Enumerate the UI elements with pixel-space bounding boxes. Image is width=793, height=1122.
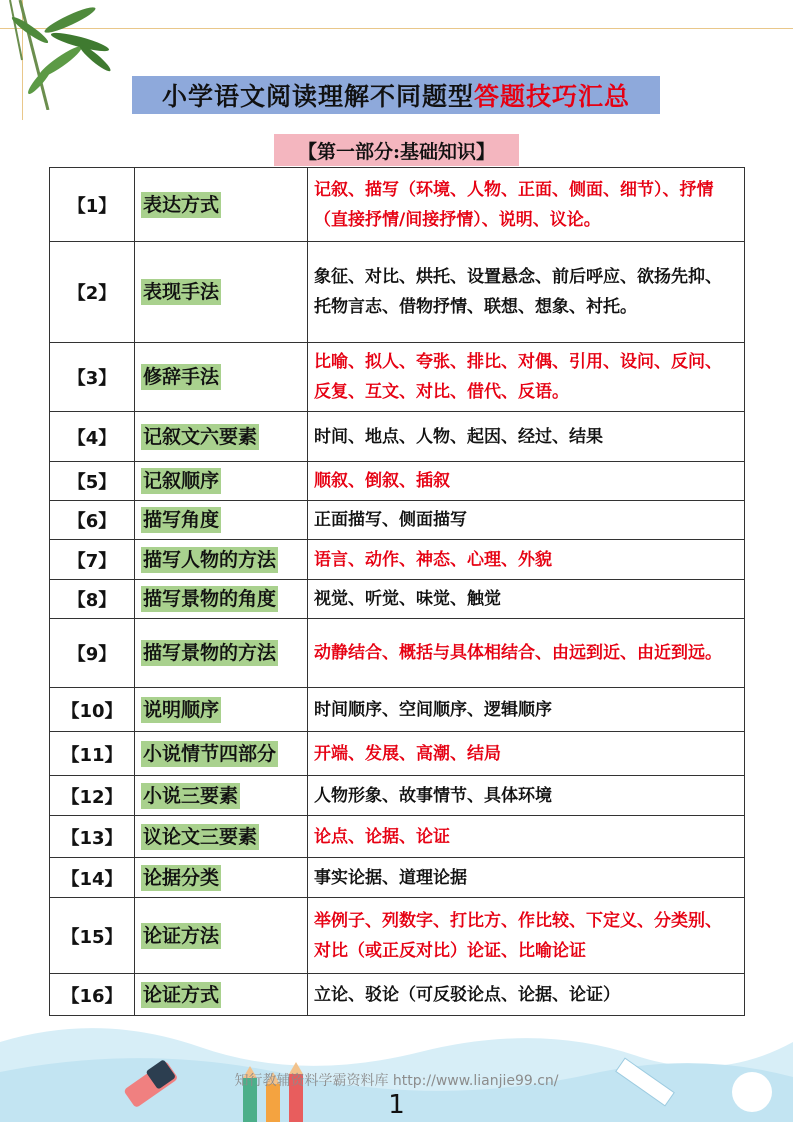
row-term-cell: [135, 412, 308, 462]
row-term-cell: [135, 501, 308, 540]
row-term-cell: [135, 540, 308, 580]
table-row: [50, 343, 745, 412]
row-number: 【4】: [50, 412, 135, 462]
row-description: 顺叙、倒叙、插叙: [308, 462, 745, 501]
table-row: [50, 168, 745, 242]
row-number: 【1】: [50, 168, 135, 242]
row-term: 描写角度: [143, 509, 220, 531]
row-description: 人物形象、故事情节、具体环境: [308, 776, 745, 816]
row-description: 记叙、描写（环境、人物、正面、侧面、细节）、抒情（直接抒情/间接抒情）、说明、议论。: [308, 168, 745, 242]
row-description: 正面描写、侧面描写: [308, 501, 745, 540]
row-term: 议论文三要素: [143, 825, 258, 848]
row-description: 事实论据、道理论据: [308, 858, 745, 898]
row-term: 描写景物的角度: [143, 588, 277, 610]
table-row: [50, 462, 745, 501]
table-row: [50, 580, 745, 619]
row-term: 小说情节四部分: [143, 742, 277, 765]
row-term-cell: [135, 858, 308, 898]
row-description: 论点、论据、论证: [308, 816, 745, 858]
row-term-cell: [135, 619, 308, 688]
row-description: 象征、对比、烘托、设置悬念、前后呼应、欲扬先抑、托物言志、借物抒情、联想、想象、衬托。: [308, 242, 745, 343]
row-term: 表达方式: [143, 193, 220, 216]
row-description: 开端、发展、高潮、结局: [308, 732, 745, 776]
row-number: 【9】: [50, 619, 135, 688]
knowledge-table: [49, 167, 745, 1016]
row-term: 论证方式: [143, 983, 220, 1006]
row-term: 小说三要素: [143, 784, 239, 807]
row-term: 论证方法: [143, 924, 220, 947]
row-description: 举例子、列数字、打比方、作比较、下定义、分类别、对比（或正反对比）论证、比喻论证: [308, 898, 745, 974]
row-term: 修辞手法: [143, 366, 220, 388]
row-number: 【14】: [50, 858, 135, 898]
row-description: 时间、地点、人物、起因、经过、结果: [308, 412, 745, 462]
row-description: 时间顺序、空间顺序、逻辑顺序: [308, 688, 745, 732]
row-description: 比喻、拟人、夸张、排比、对偶、引用、设问、反问、反复、互文、对比、借代、反语。: [308, 343, 745, 412]
row-number: 【7】: [50, 540, 135, 580]
row-term: 说明顺序: [143, 698, 220, 721]
row-term: 记叙文六要素: [143, 425, 258, 448]
table-row: [50, 974, 745, 1016]
row-term-cell: [135, 462, 308, 501]
table-row: [50, 619, 745, 688]
row-number: 【3】: [50, 343, 135, 412]
row-term-cell: [135, 242, 308, 343]
section-title: 【第一部分:基础知识】: [274, 134, 519, 166]
page-title: [132, 76, 660, 114]
row-number: 【11】: [50, 732, 135, 776]
row-term: 记叙顺序: [143, 470, 220, 492]
row-number: 【5】: [50, 462, 135, 501]
row-number: 【13】: [50, 816, 135, 858]
table-row: [50, 412, 745, 462]
table-row: [50, 858, 745, 898]
bamboo-decoration: [0, 0, 130, 110]
table-row: [50, 501, 745, 540]
row-number: 【8】: [50, 580, 135, 619]
row-term: 描写人物的方法: [143, 548, 277, 571]
row-term-cell: [135, 776, 308, 816]
row-term: 论据分类: [143, 866, 220, 889]
row-term-cell: [135, 898, 308, 974]
row-term-cell: [135, 816, 308, 858]
row-term-cell: [135, 580, 308, 619]
title-part2: 答题技巧汇总: [474, 82, 631, 111]
row-description: 动静结合、概括与具体相结合、由远到近、由近到远。: [308, 619, 745, 688]
row-number: 【2】: [50, 242, 135, 343]
table-row: [50, 540, 745, 580]
row-number: 【6】: [50, 501, 135, 540]
row-term-cell: [135, 732, 308, 776]
row-number: 【10】: [50, 688, 135, 732]
row-term-cell: [135, 343, 308, 412]
row-number: 【15】: [50, 898, 135, 974]
watermark-text: 知行教辅资料学霸资料库 http://www.lianjie99.cn/: [234, 1073, 559, 1089]
row-term-cell: [135, 168, 308, 242]
row-description: 视觉、听觉、味觉、触觉: [308, 580, 745, 619]
page-number: 1: [388, 1090, 405, 1120]
row-number: 【16】: [50, 974, 135, 1016]
row-term: 表现手法: [143, 281, 220, 303]
table-row: [50, 688, 745, 732]
row-term-cell: [135, 974, 308, 1016]
table-row: [50, 732, 745, 776]
row-number: 【12】: [50, 776, 135, 816]
table-row: [50, 898, 745, 974]
row-term: 描写景物的方法: [143, 642, 277, 664]
table-row: [50, 242, 745, 343]
title-part1: 小学语文阅读理解不同题型: [161, 82, 474, 111]
table-row: [50, 776, 745, 816]
row-description: 立论、驳论（可反驳论点、论据、论证）: [308, 974, 745, 1016]
table-row: [50, 816, 745, 858]
row-description: 语言、动作、神态、心理、外貌: [308, 540, 745, 580]
row-term-cell: [135, 688, 308, 732]
